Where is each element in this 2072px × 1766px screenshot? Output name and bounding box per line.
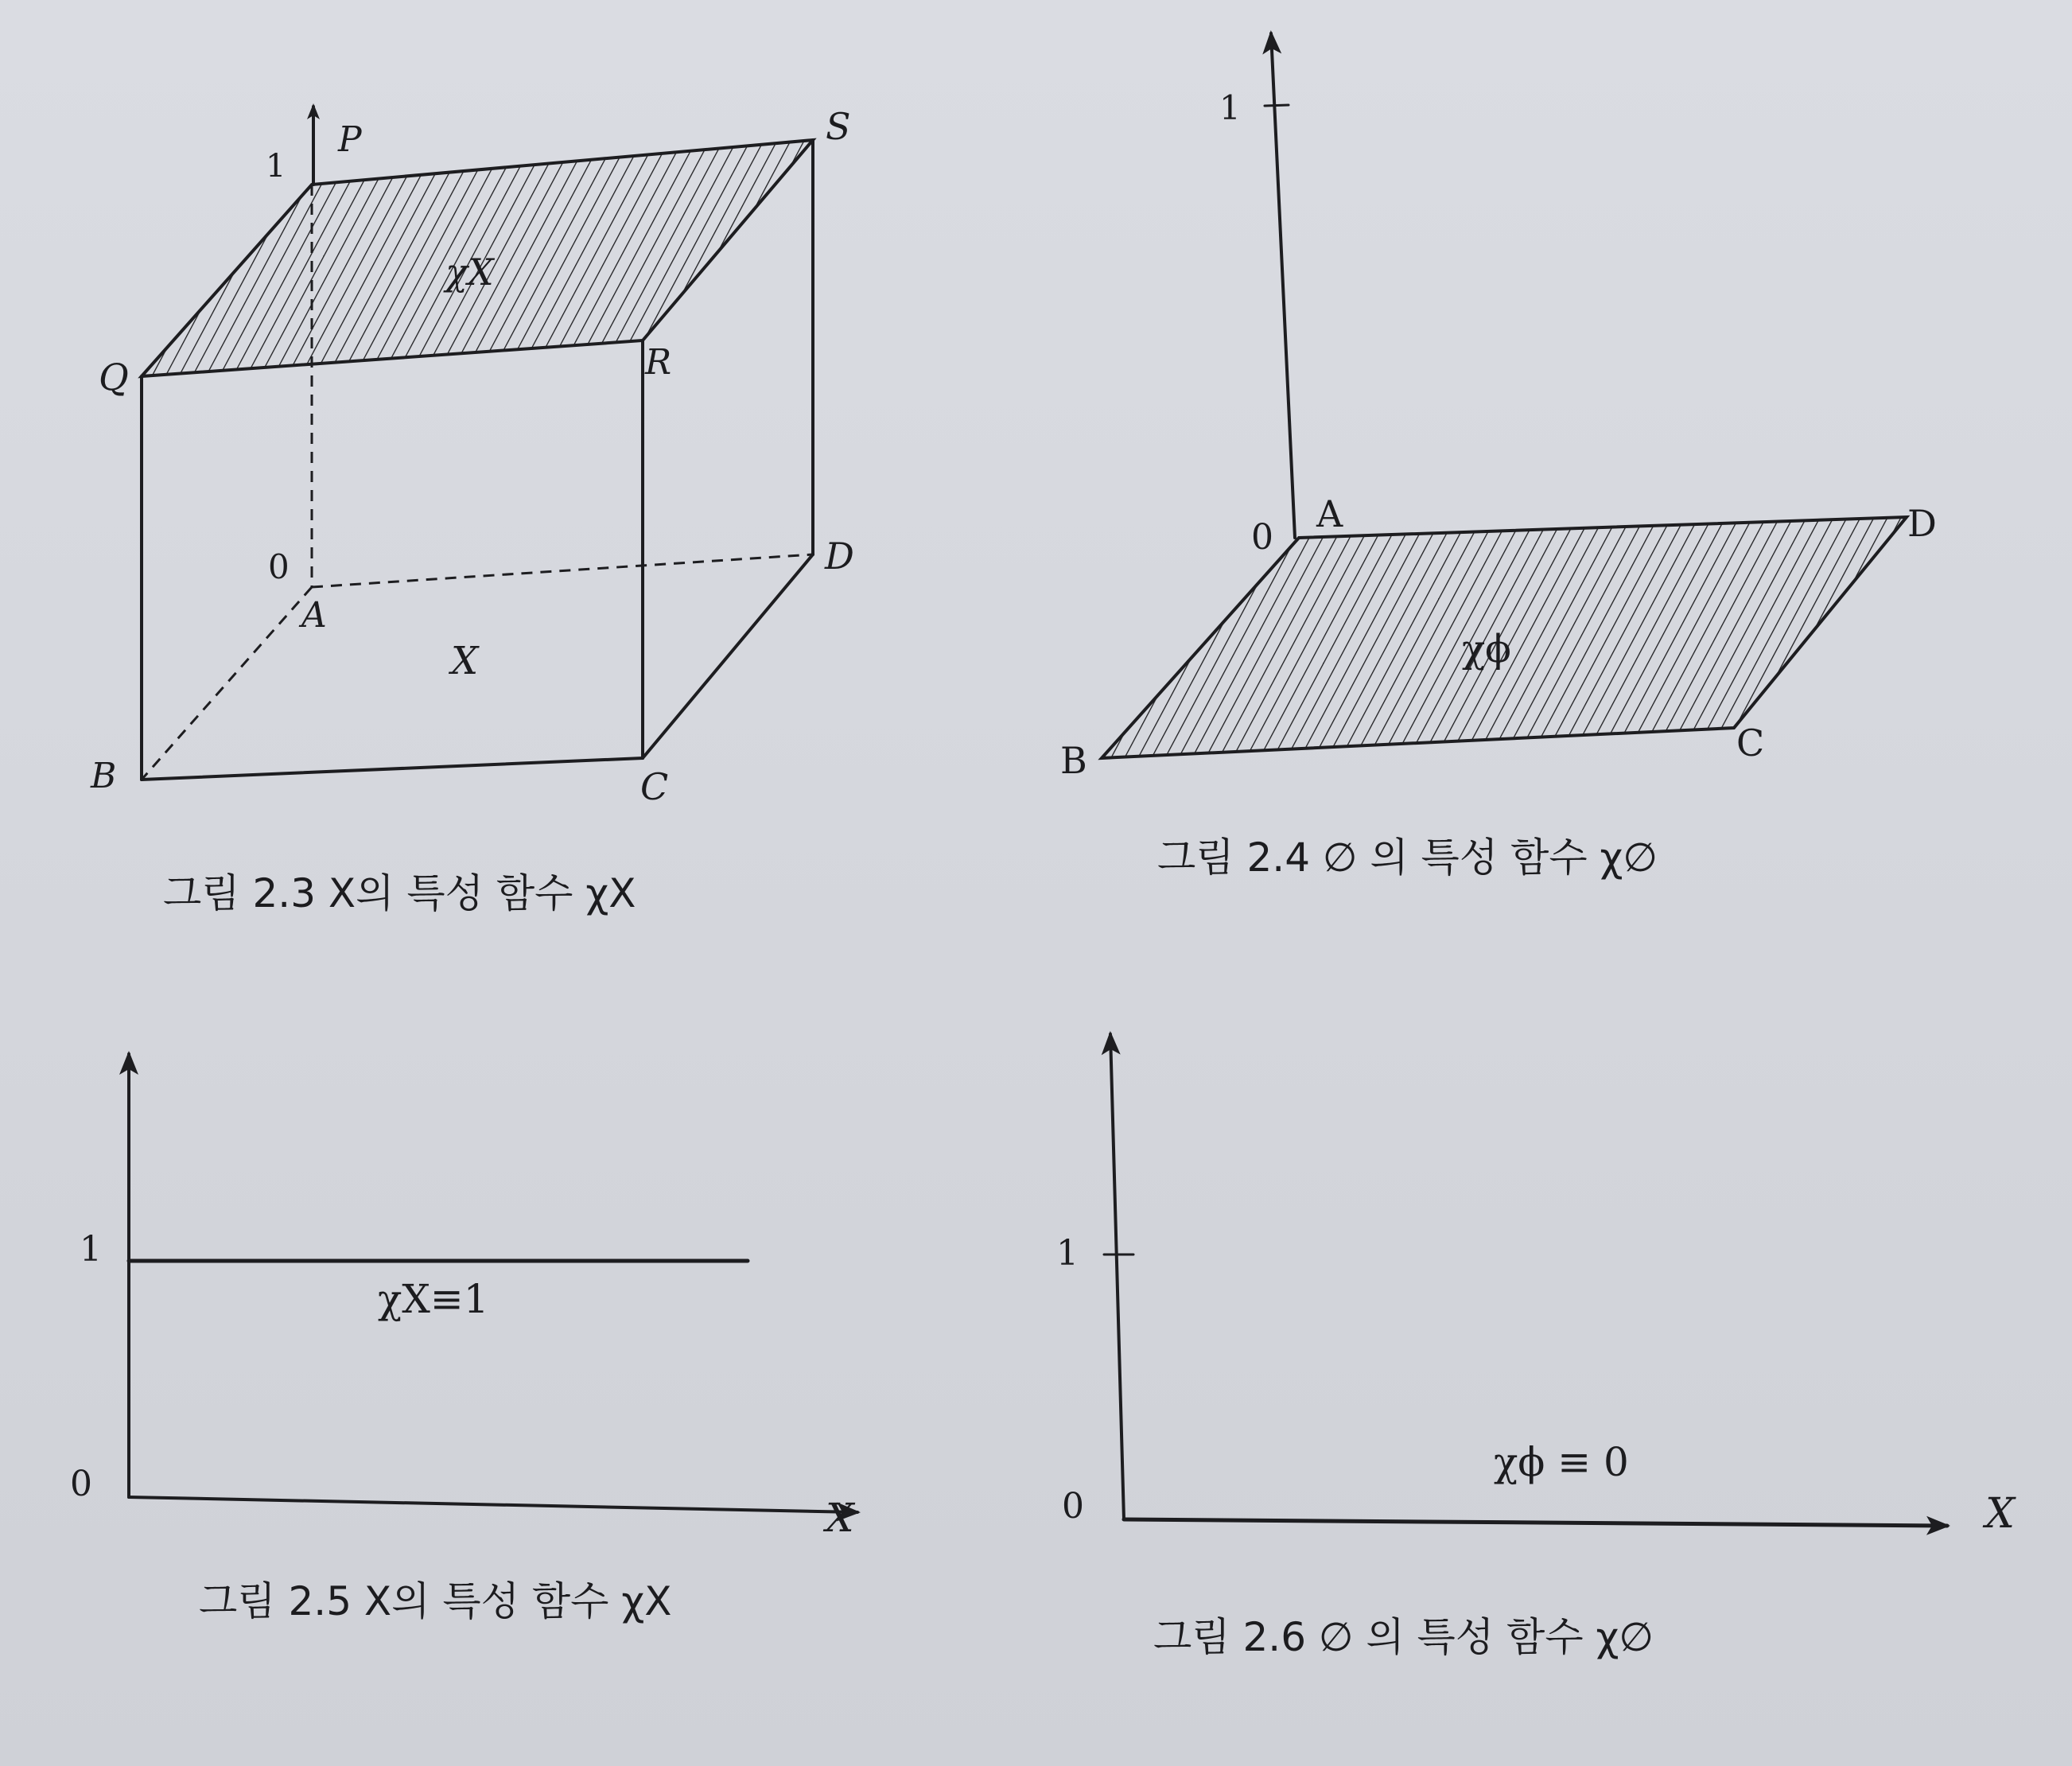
x-axis-arrow	[1124, 1519, 1947, 1526]
x-axis-label: X	[826, 1495, 854, 1541]
vertical-axis-arrow	[1271, 33, 1295, 538]
chi-x-label: χX	[445, 251, 494, 294]
set-label-x: X	[451, 639, 479, 683]
caption-fig-2-5: 그림 2.5 X의 특성 함수 χX	[199, 1578, 672, 1624]
figure-2-6	[1056, 1034, 2016, 1660]
vertex-label-r: R	[645, 342, 672, 383]
vertex-label-d: D	[825, 535, 854, 578]
chi-x-equation: χX≡1	[378, 1276, 489, 1322]
vertex-label-s: S	[826, 105, 851, 148]
caption-fig-2-6: 그림 2.6 ∅ 의 특성 함수 χ∅	[1153, 1614, 1654, 1660]
tick-label-one: 1	[1219, 88, 1241, 127]
edge-c-d	[643, 554, 813, 758]
tick-one	[1265, 105, 1289, 106]
x-axis-label: X	[1985, 1490, 2016, 1538]
chi-empty-label: χϕ	[1462, 627, 1511, 671]
vertex-label-a: A	[1316, 492, 1343, 535]
figure-2-5	[70, 1054, 857, 1624]
tick-label-one: 1	[1056, 1233, 1079, 1274]
origin-label-zero: 0	[268, 547, 290, 586]
y-axis-arrow	[1110, 1034, 1124, 1519]
vertex-label-c: C	[1736, 722, 1765, 764]
vertex-label-d: D	[1907, 502, 1937, 545]
vertex-label-a: A	[301, 595, 327, 636]
vertex-label-b: B	[91, 756, 117, 796]
figure-2-4	[1060, 33, 1937, 881]
x-axis-arrow	[129, 1497, 857, 1512]
tick-label-one: 1	[80, 1229, 102, 1270]
edge-a-b-hidden	[142, 587, 312, 780]
origin-label-zero: 0	[1062, 1486, 1084, 1527]
vertex-label-b: B	[1060, 739, 1087, 782]
figure-2-3	[90, 105, 854, 916]
tick-label-one: 1	[266, 148, 286, 185]
caption-fig-2-3: 그림 2.3 X의 특성 함수 χX	[163, 870, 636, 916]
caption-fig-2-4: 그림 2.4 ∅ 의 특성 함수 χ∅	[1157, 834, 1658, 881]
vertex-label-p: P	[338, 119, 362, 160]
chi-empty-equation: χϕ ≡ 0	[1494, 1439, 1629, 1485]
edge-b-c	[142, 758, 643, 780]
edge-a-d-hidden	[312, 554, 813, 587]
origin-label-zero: 0	[70, 1464, 92, 1504]
vertex-label-q: Q	[99, 356, 129, 399]
vertex-label-c: C	[640, 765, 669, 808]
origin-label-zero: 0	[1251, 517, 1273, 558]
